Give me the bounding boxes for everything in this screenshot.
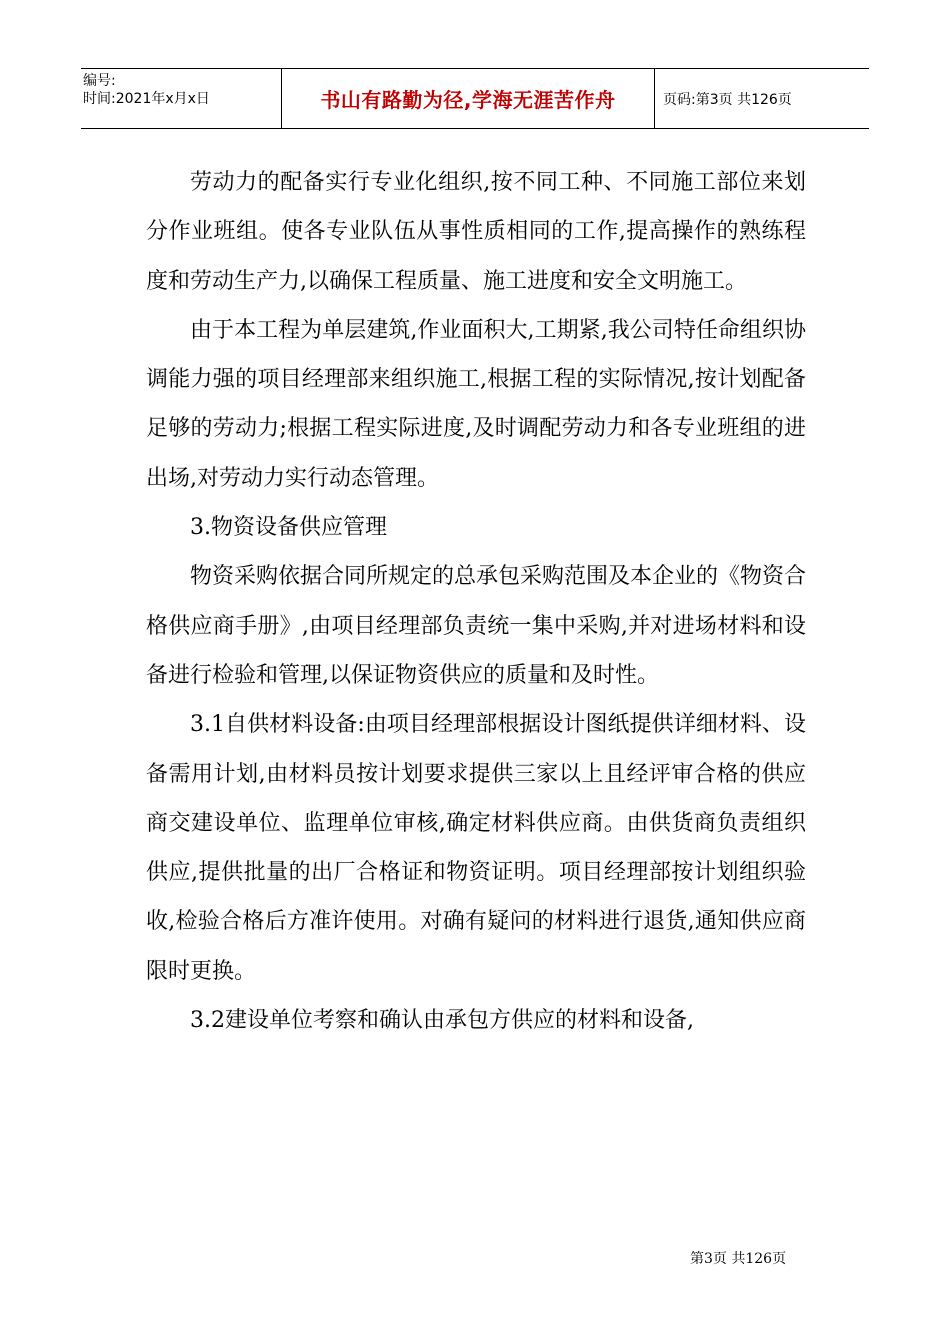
paragraph: 3.2建设单位考察和确认由承包方供应的材料和设备, (190, 1008, 694, 1034)
header-motto: 书山有路勤为径,学海无涯苦作舟 (282, 69, 655, 128)
number-label: 编号: (83, 73, 116, 89)
paragraph: 由于本工程为单层建筑,作业面积大,工期紧,我公司特任命组织协调能力强的项目经理部来组织施工,根据工程的实际情况,按计划配备足够的劳动力;根据工程实际进度,及时调配劳动力和各专业班组的进出场,对劳动力实行动态管理。 (146, 317, 806, 491)
section-heading: 3.物资设备供应管理 (190, 515, 387, 541)
paragraph: 劳动力的配备实行专业化组织,按不同工种、不同施工部位来划分作业班组。使各专业队伍从事性质相同的工作,提高操作的熟练程度和劳动生产力,以确保工程质量、施工进度和安全文明施工。 (146, 170, 806, 294)
paragraph: 物资采购依据合同所规定的总承包采购范围及本企业的《物资合格供应商手册》,由项目经理部负责统一集中采购,并对进场材料和设备进行检验和管理,以保证物资供应的质量和及时性。 (146, 564, 807, 688)
document-body (146, 158, 806, 1045)
page-footer: 第3页 共126页 (690, 1251, 787, 1267)
header-page-info: 页码:第3页 共126页 (663, 91, 792, 108)
page-header (81, 68, 869, 129)
time-label: 时间:2021年x月x日 (83, 91, 210, 107)
paragraph: 3.1自供材料设备:由项目经理部根据设计图纸提供详细材料、设备需用计划,由材料员按计划要求提供三家以上且经评审合格的供应商交建设单位、监理单位审核,确定材料供应商。由供货商负责组织供应,提供批量的出厂合格证和物资证明。项目经理部按计划组织验收,检验合格后方准许使用。对确有疑问的材料进行退货,通知供应商限时更换。 (146, 712, 806, 984)
header-meta (81, 69, 282, 128)
